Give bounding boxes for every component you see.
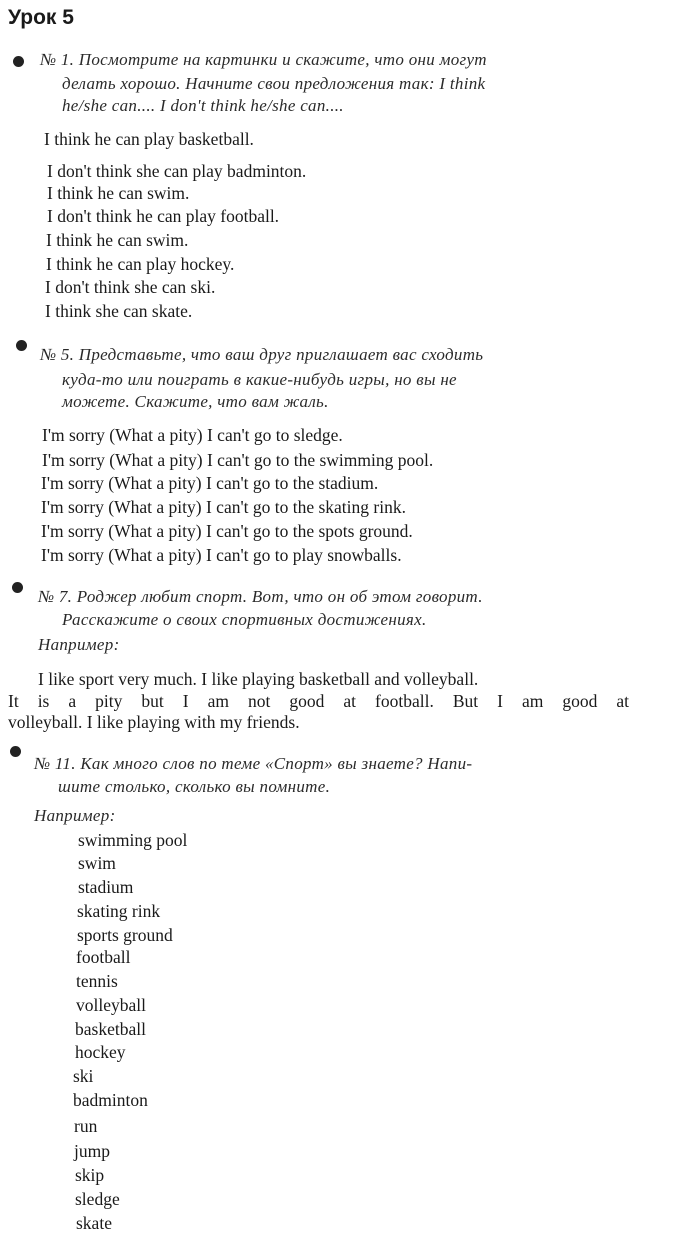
word-item: skate	[76, 1213, 112, 1233]
bullet-icon	[12, 582, 23, 593]
answer-line: I'm sorry (What a pity) I can't go to play snowballs.	[41, 545, 402, 565]
answer-line: I'm sorry (What a pity) I can't go to the swimming pool.	[42, 450, 434, 470]
word-item: swimming pool	[78, 830, 188, 850]
answer-line: I think he can swim.	[46, 230, 189, 250]
word-item: skating rink	[77, 901, 161, 921]
bullet-icon	[10, 746, 21, 757]
answer-line: I'm sorry (What a pity) I can't go to sledge.	[42, 425, 343, 445]
answer-line: I don't think she can ski.	[45, 277, 216, 297]
example-label: Например:	[34, 806, 116, 825]
answer-line: I'm sorry (What a pity) I can't go to the spots ground.	[41, 521, 413, 541]
word-item: sledge	[75, 1189, 120, 1209]
word-item: football	[76, 947, 131, 967]
bullet-icon	[13, 56, 24, 67]
answer-line: I'm sorry (What a pity) I can't go to the skating rink.	[41, 497, 406, 517]
word-item: tennis	[76, 971, 118, 991]
answer-line: I'm sorry (What a pity) I can't go to the stadium.	[41, 473, 379, 493]
paragraph-line: I like sport very much. I like playing basketball and volleyball.	[38, 669, 479, 689]
instruction-line: № 1. Посмотрите на картинки и скажите, что они могут	[40, 50, 487, 69]
instruction-line: делать хорошо. Начните свои предложения так: I think	[62, 74, 486, 93]
paragraph-line: volleyball. I like playing with my friends.	[8, 712, 300, 732]
word-item: basketball	[75, 1019, 146, 1039]
answer-line: I don't think he can play football.	[47, 206, 280, 226]
word-item: jump	[74, 1141, 110, 1161]
instruction-line: куда-то или поиграть в какие-нибудь игры, но вы не	[62, 370, 457, 389]
word-item: swim	[78, 853, 116, 873]
answer-line: I think he can play basketball.	[44, 129, 254, 149]
paragraph-line: It is a pity but I am not good at football. But I am good at	[8, 691, 629, 711]
answer-line: I think he can play hockey.	[46, 254, 235, 274]
answer-line: I don't think she can play badminton.	[47, 161, 307, 181]
bullet-icon	[16, 340, 27, 351]
word-item: badminton	[73, 1090, 148, 1110]
instruction-line: Расскажите о своих спортивных достижениях.	[62, 610, 427, 629]
instruction-line: можете. Скажите, что вам жаль.	[62, 392, 329, 411]
instruction-line: шите столько, сколько вы помните.	[58, 777, 331, 796]
word-item: volleyball	[76, 995, 146, 1015]
example-label: Например:	[38, 635, 120, 654]
word-item: skip	[75, 1165, 105, 1185]
answer-line: I think she can skate.	[45, 301, 193, 321]
answer-line: I think he can swim.	[47, 183, 190, 203]
instruction-line: № 5. Представьте, что ваш друг приглашает вас сходить	[40, 345, 484, 364]
word-item: ski	[73, 1066, 94, 1086]
word-item: hockey	[75, 1042, 126, 1062]
instruction-line: he/she can.... I don't think he/she can....	[62, 96, 344, 115]
page-title: Урок 5	[8, 6, 74, 29]
word-item: stadium	[78, 877, 134, 897]
word-item: run	[74, 1116, 98, 1136]
instruction-line: № 11. Как много слов по теме «Спорт» вы знаете? Напи-	[34, 754, 473, 773]
word-item: sports ground	[77, 925, 173, 945]
instruction-line: № 7. Роджер любит спорт. Вот, что он об этом говорит.	[38, 587, 483, 606]
